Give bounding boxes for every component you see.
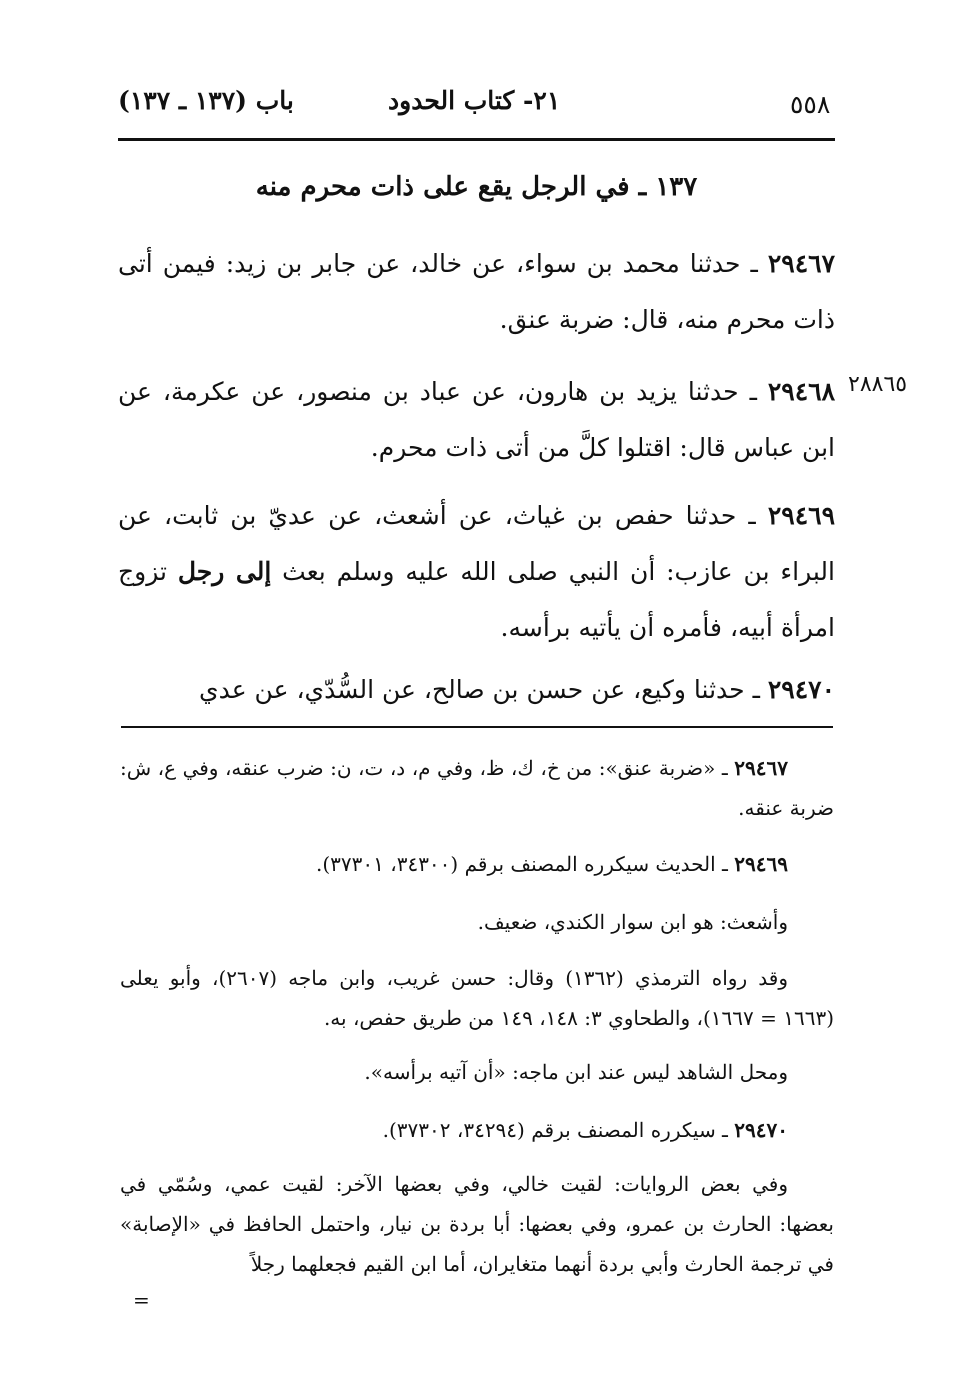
footnote-text: وأشعث: هو ابن سوار الكندي، ضعيف.	[477, 910, 788, 934]
hadith-number: ٢٩٤٦٨	[767, 377, 835, 406]
footnote	[120, 844, 834, 884]
hadith-29470	[118, 662, 835, 718]
footnote	[120, 958, 834, 1038]
hadith-text: ـ حدثنا حفص بن غياث، عن أشعث، عن عديّ بن ثابت، عن البراء بن عازب: أن النبي صلى الله عليه وسلم بعث	[118, 501, 835, 586]
hadith-text: ـ حدثنا وكيع، عن حسن بن صالح، عن السُّدّي، عن عدي	[199, 675, 768, 704]
chapter-title: ١٣٧ ـ في الرجل يقع على ذات محرم منه	[255, 172, 698, 202]
footnote-text: ـ الحديث سيكرره المصنف برقم (٣٤٣٠٠، ٣٧٣٠١).	[316, 852, 735, 876]
continuation-mark: =	[133, 1288, 150, 1312]
hadith-number: ٢٩٤٦٩	[767, 501, 835, 530]
footnote-number: ٢٩٤٧٠	[734, 1118, 788, 1142]
hadith-number: ٢٩٤٦٧	[767, 249, 835, 278]
hadith-highlight: إلى رجل	[177, 557, 272, 586]
page-number: ٥٥٨	[790, 90, 831, 119]
chapter-range: باب (١٣٧ ـ ١٣٧)	[118, 86, 294, 115]
margin-number: ٢٨٨٦٥	[848, 372, 908, 397]
footnote-text: وفي بعض الروايات: لقيت خالي، وفي بعضها الآخر: لقيت عمي، وسُمّي في بعضها: الحارث بن عمرو، وفي بعضها: أبا بردة بن نيار، واحتمل الحافظ في «الإصابة» في ترجمة الحارث وأبي بردة أنهما متغايران، أما ابن القيم فجعلهما رجلاً	[120, 1172, 834, 1276]
book-title: ٢١- كتاب الحدود	[388, 86, 561, 115]
header-rule	[118, 138, 835, 141]
footnote	[120, 1110, 834, 1150]
footnote-rule	[121, 726, 833, 728]
hadith-text: ـ حدثنا يزيد بن هارون، عن عباد بن منصور، عن عكرمة، عن ابن عباس قال: اقتلوا كلَّ من أتى ذات محرم.	[118, 377, 835, 462]
hadith-29469	[118, 488, 835, 656]
hadith-text: ـ حدثنا محمد بن سواء، عن خالد، عن جابر بن زيد: فيمن أتى ذات محرم منه، قال: ضربة عنق.	[118, 249, 835, 334]
footnote-number: ٢٩٤٦٩	[734, 852, 788, 876]
footnote-number: ٢٩٤٦٧	[734, 756, 788, 780]
hadith-text-end: تزوج امرأة أبيه، فأمره أن يأتيه برأسه.	[118, 557, 835, 642]
footnote	[120, 902, 834, 942]
hadith-29467	[118, 236, 835, 348]
footnote-text: ومحل الشاهد ليس عند ابن ماجه: «أن آتيه برأسه».	[364, 1060, 788, 1084]
footnote-text: ـ «ضربة عنق»: من خ، ك، ظ، وفي م، د، ت، ن: ضرب عنقه، وفي ع، ش: ضربة عنقه.	[120, 756, 834, 820]
footnote	[120, 1164, 834, 1284]
footnote-text: وقد رواه الترمذي (١٣٦٢) وقال: حسن غريب، وابن ماجه (٢٦٠٧)، وأبو يعلى (١٦٦٣ = ١٦٦٧)، والطحاوي ٣: ١٤٨، ١٤٩ من طريق حفص، به.	[120, 966, 834, 1030]
footnote	[120, 748, 834, 828]
hadith-29468	[118, 364, 835, 476]
hadith-number: ٢٩٤٧٠	[767, 675, 835, 704]
footnote	[120, 1052, 834, 1092]
footnote-text: ـ سيكرره المصنف برقم (٣٤٢٩٤، ٣٧٣٠٢).	[382, 1118, 735, 1142]
